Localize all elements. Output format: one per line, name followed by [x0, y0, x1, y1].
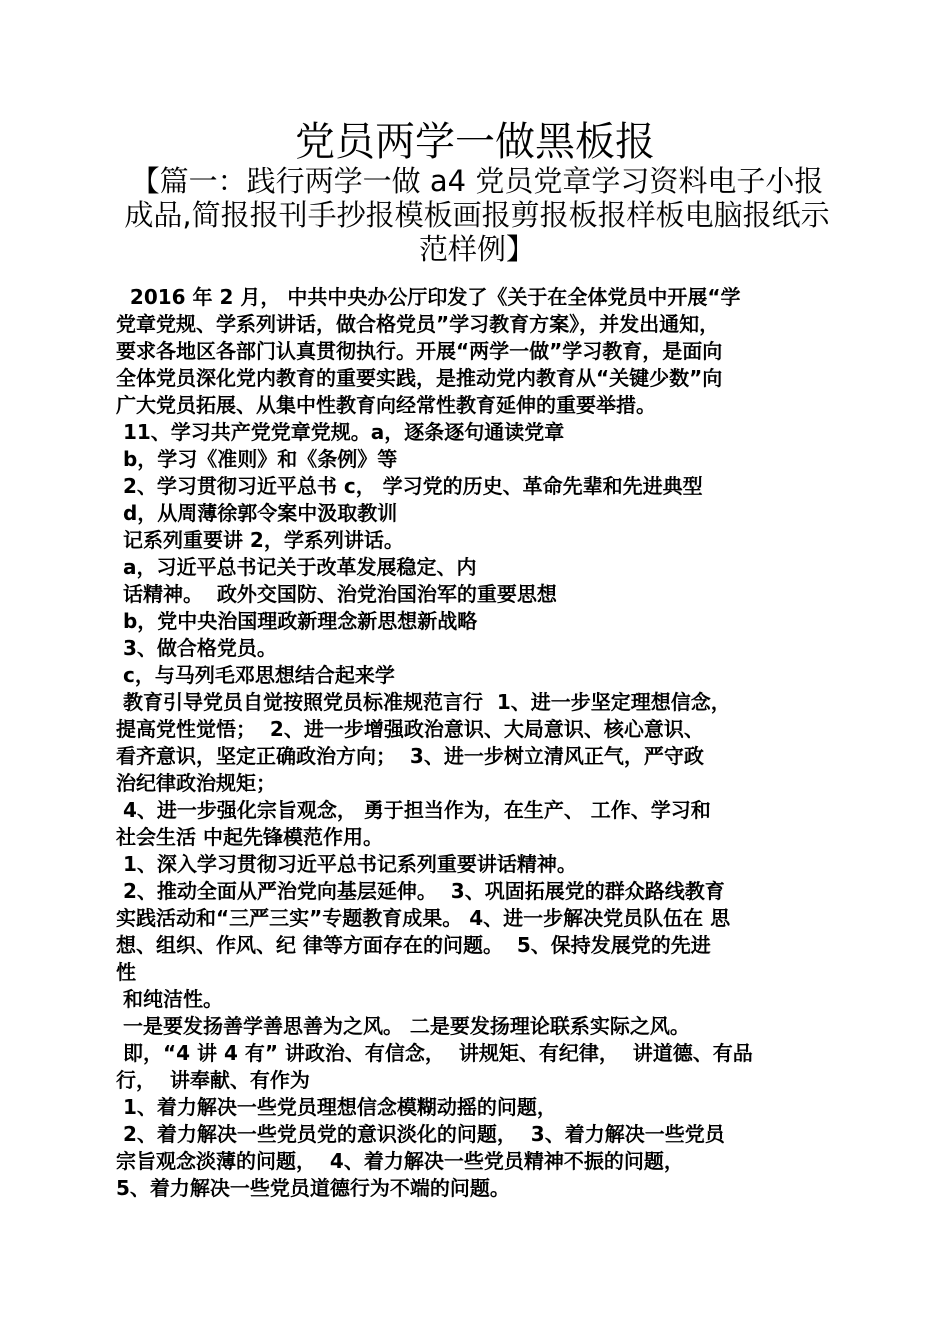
body-line: 5、着力解决一些党员道德行为不端的问题。: [116, 1176, 510, 1200]
subtitle-line: 成品,简报报刊手抄报模板画报剪报板报样板电脑报纸示: [124, 198, 830, 232]
body-line: 1、深入学习贯彻习近平总书记系列重要讲话精神。: [116, 852, 577, 876]
body-line: 想、组织、作风、纪 律等方面存在的问题。 5、保持发展党的先进: [116, 933, 711, 957]
body-line: 4、进一步强化宗旨观念， 勇于担当作为，在生产、 工作、学习和: [116, 798, 711, 822]
body-line: d，从周薄徐郭令案中汲取教训: [116, 501, 398, 525]
body-line: 要求各地区各部门认真贯彻执行。开展“两学一做”学习教育，是面向: [116, 339, 723, 363]
body-line: 提高党性觉悟； 2、进一步增强政治意识、大局意识、核心意识、: [116, 717, 704, 741]
body-line: b，党中央治国理政新理念新思想新战略: [116, 609, 478, 633]
body-line: 2、着力解决一些党员党的意识淡化的问题， 3、着力解决一些党员: [116, 1122, 725, 1146]
document-subtitle: [112, 164, 842, 266]
body-line: 看齐意识，坚定正确政治方向； 3、进一步树立清风正气，严守政: [116, 744, 704, 768]
body-line: 社会生活 中起先锋模范作用。: [116, 825, 383, 849]
document-body: [116, 284, 840, 1202]
body-line: 即，“4 讲 4 有” 讲政治、有信念， 讲规矩、有纪律， 讲道德、有品: [116, 1041, 753, 1065]
body-line: 11、学习共产党党章党规。a，逐条逐句通读党章: [116, 420, 565, 444]
body-line: 和纯洁性。: [116, 987, 223, 1011]
body-line: 1、着力解决一些党员理想信念模糊动摇的问题，: [116, 1095, 557, 1119]
subtitle-line: 范样例】: [418, 232, 535, 266]
body-line: 2016 年 2 月， 中共中央办公厅印发了《关于在全体党员中开展“学: [116, 285, 741, 309]
body-line: 治纪律政治规矩；: [116, 771, 276, 795]
body-line: 教育引导党员自觉按照党员标准规范言行 1、进一步坚定理想信念，: [116, 690, 731, 714]
body-line: 实践活动和“三严三实”专题教育成果。 4、进一步解决党员队伍在 思: [116, 906, 731, 930]
body-line: c，与马列毛邓思想结合起来学: [116, 663, 395, 687]
body-line: 2、学习贯彻习近平总书 c， 学习党的历史、革命先辈和先进典型: [116, 474, 703, 498]
subtitle-line: 【篇一：践行两学一做 a4 党员党章学习资料电子小报: [130, 164, 824, 198]
body-line: b，学习《准则》和《条例》等: [116, 447, 398, 471]
body-line: a，习近平总书记关于改革发展稳定、内: [116, 555, 477, 579]
body-line: 性: [116, 960, 136, 984]
body-line: 2、推动全面从严治党向基层延伸。 3、巩固拓展党的群众路线教育: [116, 879, 725, 903]
body-line: 话精神。 政外交国防、治党治国治军的重要思想: [116, 582, 557, 606]
body-line: 记系列重要讲 2，学系列讲话。: [116, 528, 404, 552]
body-line: 党章党规、学系列讲话，做合格党员”学习教育方案》，并发出通知，: [116, 312, 720, 336]
body-line: 一是要发扬善学善思善为之风。 二是要发扬理论联系实际之风。: [116, 1014, 690, 1038]
body-line: 宗旨观念淡薄的问题， 4、着力解决一些党员精神不振的问题，: [116, 1149, 684, 1173]
document-title: 党员两学一做黑板报: [295, 119, 655, 165]
body-line: 广大党员拓展、从集中性教育向经常性教育延伸的重要举措。: [116, 393, 656, 417]
body-line: 全体党员深化党内教育的重要实践，是推动党内教育从“关键少数”向: [116, 366, 723, 390]
body-line: 3、做合格党员。: [116, 636, 277, 660]
body-line: 行， 讲奉献、有作为: [116, 1068, 310, 1092]
